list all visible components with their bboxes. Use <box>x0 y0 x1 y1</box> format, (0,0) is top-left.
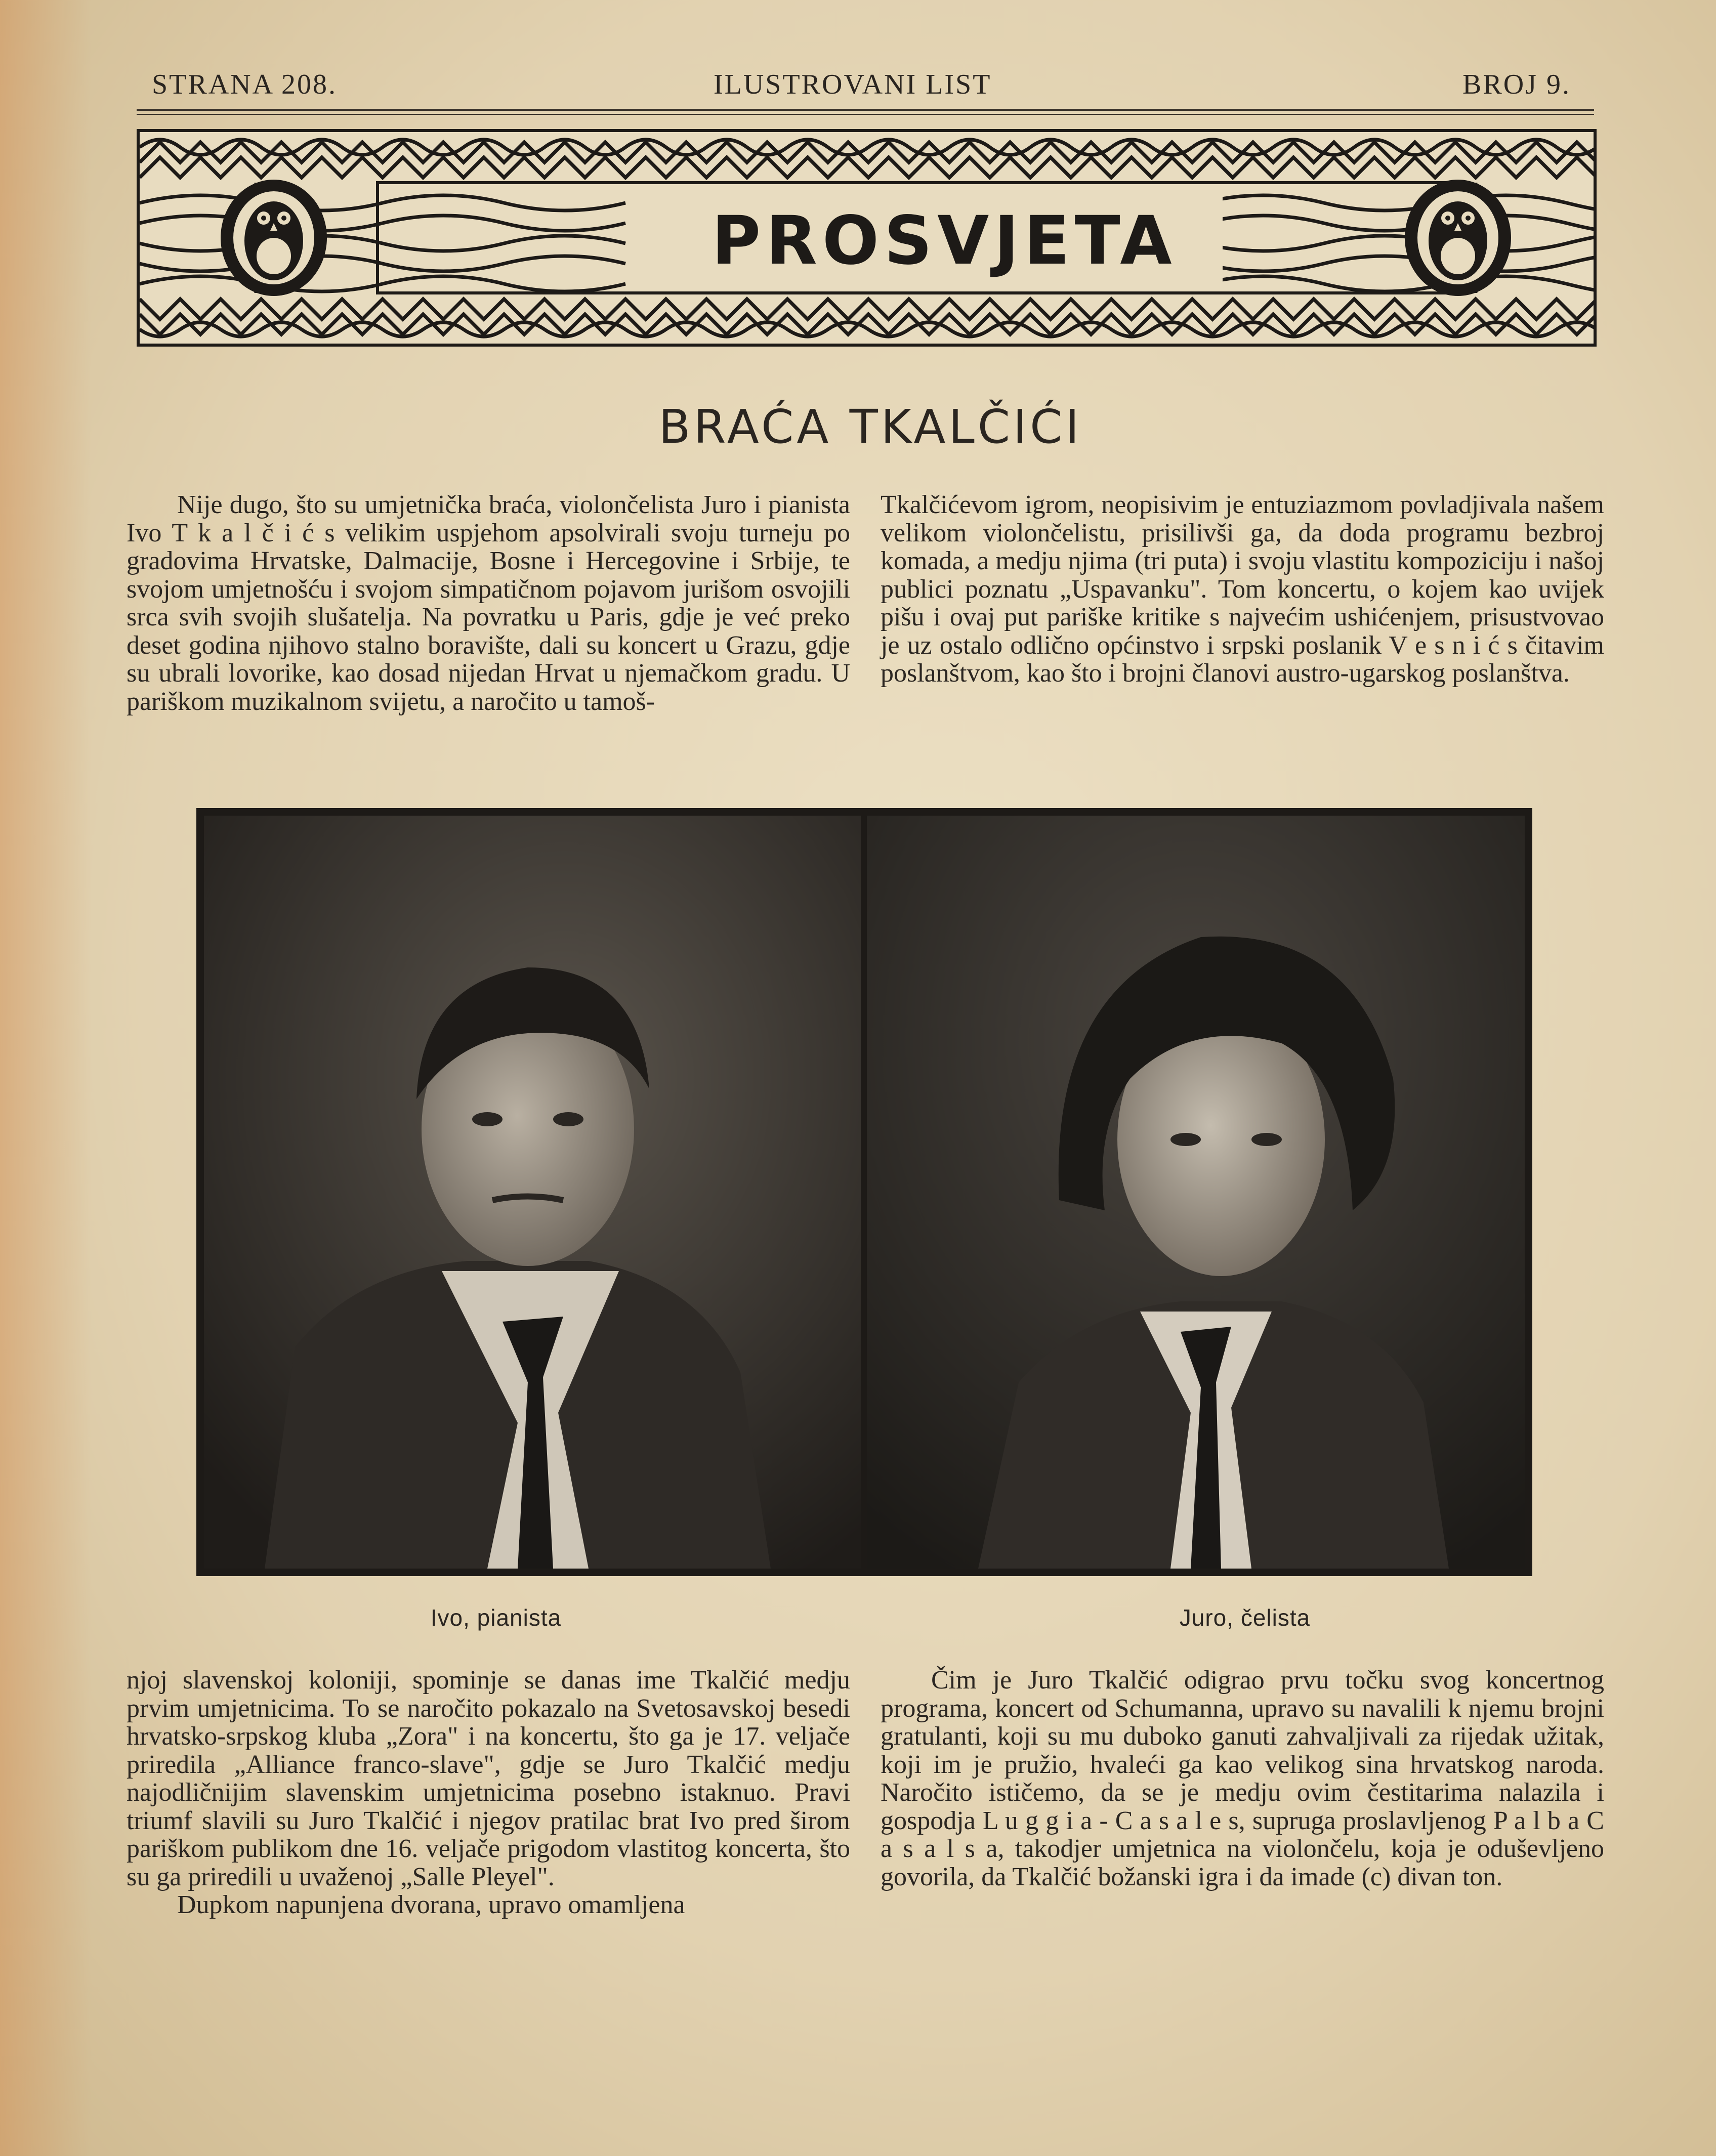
article-column-top-right <box>881 491 1604 688</box>
publication-name: ILUSTROVANI LIST <box>714 69 992 100</box>
article-column-bottom-right <box>881 1666 1604 1891</box>
header-rule <box>137 109 1594 111</box>
header-rule-thin <box>137 114 1594 115</box>
paragraph: Tkalčićevom igrom, neopisivim je entuziazmom povladjivala našem velikom violončelistu, prisilivši ga, da doda programu bezbroj komada, a medju njima (tri puta) i svoju vlastitu kompoziciju i našoj publici poznatu „Uspavanku". Tom koncertu, o kojem kao uvijek pišu i ovaj put pariške kritike s najvećim ushićenjem, prisustvovao je uz ostalo odlično općinstvo i srpski poslanik V e s n i ć s čitavim poslanštvom, kao što i brojni članovi austro-ugarskog poslanštva. <box>881 490 1604 688</box>
portrait-ivo <box>204 816 861 1569</box>
photo-frame <box>196 808 1532 1576</box>
photo-caption-left: Ivo, pianista <box>430 1604 562 1631</box>
article-headline: BRAĆA TKALČIĆI <box>658 400 1082 454</box>
portrait-juro <box>867 816 1525 1569</box>
section-banner <box>137 129 1597 347</box>
article-column-top-left <box>127 491 850 715</box>
photo-caption-right: Juro, čelista <box>1179 1604 1311 1631</box>
owl-icon-left <box>221 180 327 296</box>
page-number: STRANA 208. <box>152 69 337 100</box>
paragraph: Dupkom napunjena dvorana, upravo omamljena <box>177 1890 685 1919</box>
running-head <box>152 68 1589 109</box>
page-edge-stain <box>0 0 91 2156</box>
owl-icon-right <box>1405 180 1511 296</box>
section-title: PROSVJETA <box>666 193 1223 289</box>
paragraph: Čim je Juro Tkalčić odigrao prvu točku svog koncertnog programa, koncert od Schumanna, upravo su navalili k njemu brojni gratulanti, koji su mu duboko ganuti zahvaljivali za rijedak užitak, koji im je pružio, hvaleći ga kao velikog sina hrvatskog naroda. Naročito ističemo, da se je medju ovim čestitarima nalazila i gospodja L u g g i a - C a s a l e s, supruga proslavljenog P a l b a C a s a l s a, takodjer umjetnica na violončelu, koja je oduševljeno govorila, da Tkalčić božanski igra i da imade (c) divan ton. <box>881 1666 1604 1891</box>
paragraph: Nije dugo, što su umjetnička braća, violončelista Juro i pianista Ivo T k a l č i ć s velikim uspjehom apsolvirali svoju turneju po gradovima Hrvatske, Dalmacije, Bosne i Hercegovine i Srbije, te svojom umjetnošću i svojom simpatičnom pojavom jurišom osvojili srca svih svojih slušatelja. Na povratku u Paris, gdje je već preko deset godina njihovo stalno boravište, dali su koncert u Grazu, gdje su ubrali lovorike, kao dosad nijedan Hrvat u njemačkom gradu. U pariškom muzikalnom svijetu, a naročito u tamoš- <box>127 490 850 716</box>
issue-number: BROJ 9. <box>1462 69 1571 100</box>
paragraph: njoj slavenskoj koloniji, spominje se danas ime Tkalčić medju prvim umjetnicima. To se naročito pokazalo na Svetosavskoj besedi hrvatsko-srpskog kluba „Zora" i na koncertu, što ga je 17. veljače priredila „Alliance franco-slave", gdje se Juro Tkalčić medju najodličnijim slavenskim umjetnicima posebno istaknuo. Pravi triumf slavili su Juro Tkalčić i njegov pratilac brat Ivo pred širom pariškom publikom dne 16. veljače prigodom vlastitog koncerta, što su ga priredili u uvaženoj „Salle Pleyel". <box>127 1666 850 1891</box>
article-column-bottom-left <box>127 1666 850 1919</box>
